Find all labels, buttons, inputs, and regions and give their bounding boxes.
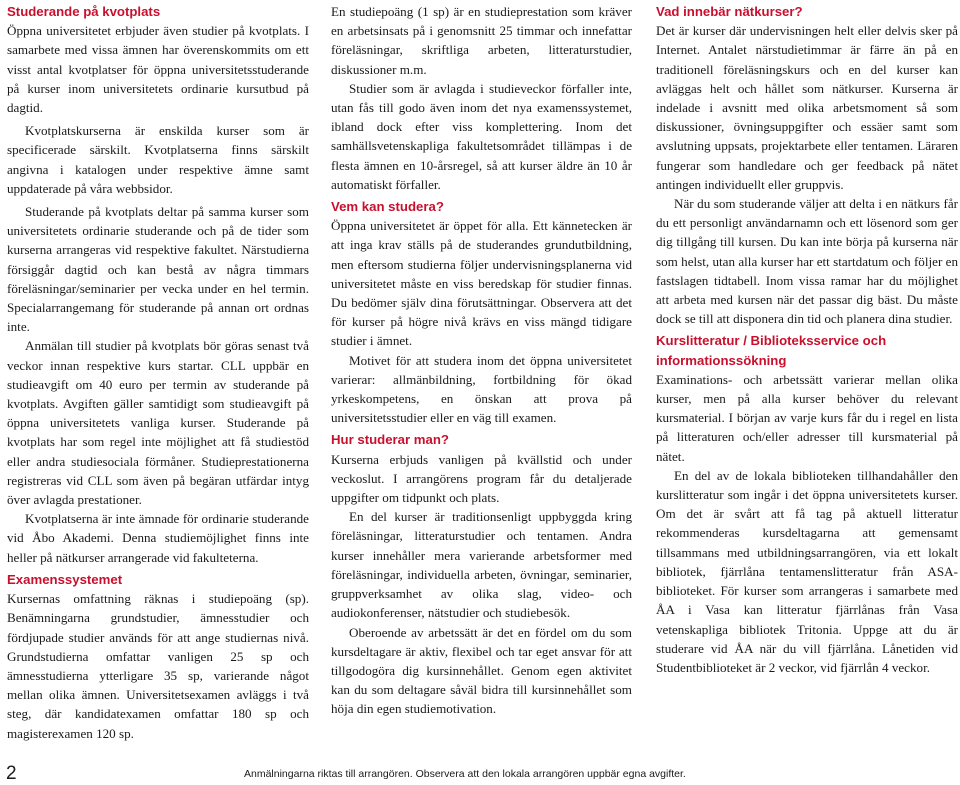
column-right: [656, 2, 958, 677]
paragraph: Studerande på kvotplats deltar på samma kurser som universitetets ordinarie studerande och på de tider som kurserna arrangeras vid respektive fakultet. Närstudierna försiggår dagtid och kan bestå av några timmars föreläsningar/seminarier per vecka under en hel termin. Specialarrangemang för studerande på annan ort ordnas inte.: [7, 204, 309, 335]
paragraph: En del kurser är traditionsenligt uppbyggda kring föreläsningar, litteraturstudier och tentamen. Andra kurser innehåller mera varierande arbetsformer med föreläsningar, individuella arbeten, övningar, seminarier, gruppverksamhet av olika slag, video- och audiokonferenser, nätstudier och studiebesök.: [331, 509, 632, 621]
paragraph: Examinations- och arbetssätt varierar mellan olika kurser, men på alla kurser behöver du relevant kursmaterial. I början av varje kurs får du i regel en lista på litteraturen och/eller adresser till kursmaterial på nätet.: [656, 371, 958, 464]
heading-kvotplats: Studerande på kvotplats: [7, 4, 161, 19]
paragraph: En studiepoäng (1 sp) är en studieprestation som kräver en arbetsinsats på i genomsnitt 25 timmar och innefattar föreläsningar, skriftliga arbeten, litteraturstudier, diskussioner m.m.: [331, 4, 632, 77]
paragraph: Öppna universitetet erbjuder även studier på kvotplats. I samarbete med vissa ämnen har överenskommits om ett visst antal kvotplatser för öppna universitetsstuderande på kurser inom universitetets ordinarie kursutbud på dagtid.: [7, 23, 309, 116]
heading-natkurser: Vad innebär nätkurser?: [656, 4, 803, 19]
paragraph: Kursernas omfattning räknas i studiepoäng (sp). Benämningarna grundstudier, ämnesstudier och fördjupade studier används för att ange studiernas nivå. Grundstudierna omfattar vanligen 25 sp och ämnesstudierna ytterligare 35 sp, varierande något mellan olika ämnen. Universitetsexamen avläggs i två steg, där kandidatexamen omfattar 180 sp och magisterexamen 120 sp.: [7, 591, 309, 741]
paragraph: Kvotplatskurserna är enskilda kurser som är specificerade särskilt. Kvotplatserna finns särskilt angivna i katalogen under respektive ämne samt uppdaterade på våra webbsidor.: [7, 123, 309, 196]
heading-kurslitteratur: Kurslitteratur / Biblioteksservice och informationssökning: [656, 333, 887, 368]
paragraph: Motivet för att studera inom det öppna universitetet varierar: allmänbildning, fortbildning för ökad yrkeskompetens, en önskan att prova på universitetsstudier eller en väg till examen.: [331, 352, 632, 426]
page-number: 2: [6, 763, 17, 784]
paragraph: Oberoende av arbetssätt är det en fördel om du som kursdeltagare är aktiv, flexibel och tar eget ansvar för att tillgodogöra dig kursinnehållet. Genom egen aktivitet kan du som deltagare såväl bidra till kursinnehållet som höja din egen studiemotivation.: [331, 624, 632, 717]
paragraph: Det är kurser där undervisningen helt eller delvis sker på Internet. Antalet närstudietimmar är färre än på en traditionell föreläsningskurs och en del kurser kan avläggas helt och hållet som nätkurser. Kurserna är indelade i avsnitt med olika arbetsmoment så som diskussioner, övningsuppgifter och essäer samt som avslutning uppsats, projektarbete eller tentamen. Läraren fungerar som handledare och ger feedback på nätet antingen individuellt eller gruppvis.: [656, 23, 958, 192]
heading-vem-kan-studera: Vem kan studera?: [331, 199, 444, 215]
paragraph: Kurserna erbjuds vanligen på kvällstid och under veckoslut. I arrangörens program får du detaljerade uppgifter om tidpunkt och plats.: [331, 451, 632, 506]
paragraph: När du som studerande väljer att delta i en nätkurs får du ett personligt användarnamn och ett lösenord som ger dig tillgång till kursen. Du kan inte börja på kurserna när som helst, utan alla kurser har ett startdatum och följer en fastslagen tidtabell. Inom vissa ramar har du möjlighet att arbeta med kursen när det passar dig bäst. Du måste dock se till att disponera din tid och planera dina studier.: [656, 196, 958, 327]
footer-note: Anmälningarna riktas till arrangören. Observera att den lokala arrangören uppbär egna avgifter.: [244, 768, 686, 780]
paragraph: En del av de lokala biblioteken tillhandahåller den kurslitteratur som ingår i det öppna universitetets kurser. Om det är svårt att få tag på aktuell litteratur rekommenderas kursdeltagarna att gemensamt tillsammans med utbildningsarrangören, via ett lokalt bibliotek, fjärrlåna tentamenslitteratur från ASA-biblioteket. För kurser som arrangeras i samarbete med ÅA i Vasa kan litteratur fjärrlånas från Vasa vetenskapliga bibliotek Tritonia. Uppge att du är studerare vid ÅA när du vill fjärrlåna. Lånetiden vid Studentbiblioteket är 2 veckor, vid fjärrlån 4 veckor.: [656, 467, 958, 675]
heading-examenssystemet: Examenssystemet: [7, 571, 123, 587]
column-middle: [331, 2, 632, 719]
paragraph: Anmälan till studier på kvotplats bör göras senast två veckor innan respektive kurs startar. CLL uppbär en studieavgift om 40 euro per termin av studerande på kvotplats. Avgiften gäller samtidigt som studieavgift på öppna universitetets vanliga kurser. Studerande på kvotplats har som regel inte möjlighet att få studiestöd eller andra studiesociala förmåner. Studieprestationerna registreras vid CLL som även på begäran utfärdar intyg över avlagda prestationer.: [7, 338, 309, 508]
paragraph: Öppna universitetet är öppet för alla. Ett kännetecken är att inga krav ställs på de studerandes grundutbildning, men eftersom studierna följer undervisningsplanerna vid universitetet måste en viss beredskap för studier finnas. Du bedömer själv dina förutsättningar. Observera att det för kurser på högre nivå krävs en viss mängd tidigare studier i ämnet.: [331, 218, 632, 349]
paragraph: Kvotplatserna är inte ämnade för ordinarie studerande vid Åbo Akademi. Denna studiemöjlighet finns inte heller på nätkurser arrangerade vid fakulteterna.: [7, 511, 309, 565]
column-left: [7, 2, 309, 743]
paragraph: Studier som är avlagda i studieveckor förfaller inte, utan fås till godo även inom det nya examenssystemet, ibland dock efter viss komplettering. Inom det samhällsvetenskapliga fakultetsområdet tillämpas i de flesta ämnen en 10-årsregel, så att kurser äldre än 10 år automatiskt förfaller.: [331, 80, 632, 192]
heading-hur-studerar-man: Hur studerar man?: [331, 432, 449, 448]
